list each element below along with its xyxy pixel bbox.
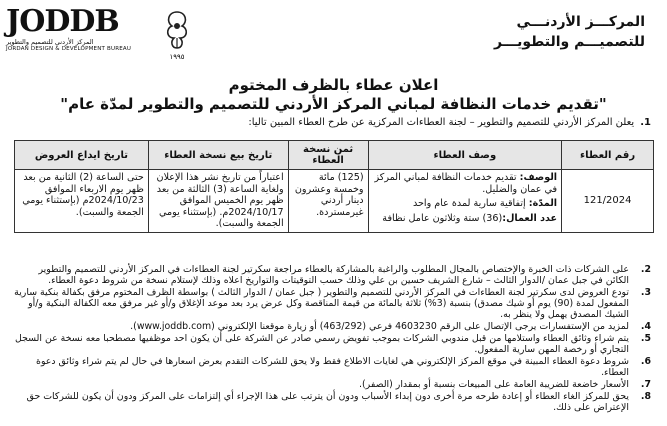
list-item xyxy=(13,333,653,355)
logo-brand: JODDB xyxy=(6,4,119,39)
table-header-row xyxy=(15,141,654,170)
clause-number: 5. xyxy=(640,333,651,344)
header-tender-number: رقم العطاء xyxy=(562,141,654,170)
clause-text: شروط دعوة العطاء المبينة في موقع المركز الإلكتروني هي لغايات الاطلاع فقط ولا يحق للشركات التقدم بعرض اسعارها في حال لم يتم شراء وثائق دعوة العطاء. xyxy=(36,356,629,378)
org-name xyxy=(445,12,645,52)
clause-text: يحق للمركز الغاء العطاء أو إعادة طرحه مرة أخرى دون إبداء الأسباب ودون أن يترتب على هذا الإجراء أي إلتزامات على المركز ودون أن يكون للشركات حق الإعتراض على ذلك. xyxy=(26,391,629,413)
clause-number: 4. xyxy=(640,321,651,332)
cell-copy-price: (125) مائة وخمسة وعشرون دينار أردني غيرمستردة. xyxy=(288,170,368,233)
header-sale-date: تاريخ بيع نسخة العطاء xyxy=(148,141,288,170)
clause-number: 7. xyxy=(640,379,651,390)
clause-number: 2. xyxy=(640,264,651,275)
cell-sale-date: اعتباراً من تاريخ نشر هذا الإعلان ولغاية الساعة (3) الثالثة من بعد ظهر يوم الخميس الموافق 2024/10/17م. (بإستثناء يومي الجمعة والسبت). xyxy=(148,170,288,233)
list-item xyxy=(13,356,653,378)
announcement-title xyxy=(0,76,667,114)
desc-label-workers: عدد العمال: xyxy=(502,212,558,224)
logo-arabic-name: المركز الأردني للتصميم والتطوير xyxy=(6,38,94,46)
cell-description xyxy=(368,170,562,233)
emblem-icon xyxy=(160,8,194,62)
intro-clause xyxy=(11,116,651,129)
header-deposit-date: تاريخ ايداع العروض xyxy=(15,141,149,170)
clause-text: يتم شراء وثائق العطاء واستلامها من قبل مندوبي الشركات بموجب تفويض رسمي صادر عن الشركة على أن يكون احد موظفيها مصطحبا معه نسخة عن السجل التجاري أو رخصة المهن سارية المفعول. xyxy=(15,333,629,355)
intro-number: 1. xyxy=(640,117,651,128)
tender-table xyxy=(14,140,654,233)
desc-label-duration: المدّة: xyxy=(528,198,558,210)
intro-text: يعلن المركز الأردني للتصميم والتطوير – لجنة العطاءات المركزية عن طرح العطاء المبين تاليا: xyxy=(248,117,635,128)
joddb-logo xyxy=(6,6,156,66)
org-name-line1: المركـــز الأردنـــي xyxy=(516,14,645,30)
clause-number: 8. xyxy=(640,391,651,402)
desc-label-description: الوصف: xyxy=(519,172,558,183)
title-line2: "تقديم خدمات النظافة لمباني المركز الأردني للتصميم والتطوير لمدّة عام" xyxy=(60,95,607,113)
clause-text: الأسعار خاضعة للضريبة العامة على المبيعات بنسبة أو بمقدار (الصفر). xyxy=(359,379,629,390)
cell-tender-number: 121/2024 xyxy=(562,170,654,233)
table-row xyxy=(15,170,654,233)
list-item xyxy=(13,264,653,286)
desc-duration: إتفاقية سارية لمدة عام واحد xyxy=(412,198,526,210)
list-item xyxy=(13,391,653,413)
list-item xyxy=(13,379,653,390)
clause-number: 6. xyxy=(640,356,651,367)
clause-text: على الشركات ذات الخبرة والإختصاص بالمجال المطلوب والراغبة بالمشاركة بالعطاء مراجعة سكرتير لجنة العطاءات في المركز الأردني للتصميم والتطوير الكائن في جبل عمان /الدوار الثالث – شارع الشريف حسين بن علي وذلك حسب التوقيتات والتواريخ اعلاه وذلك لإستلام نسخة من شروط دعوة العطاء. xyxy=(38,264,629,286)
clause-text: لمزيد من الإستفسارات يرجى الإتصال على الرقم 4603230 فرعي (463/292) أو زيارة موقعنا الإلكتروني (www.joddb.com). xyxy=(130,321,629,332)
header-tender-description: وصف العطاء xyxy=(368,141,562,170)
seal-year: ١٩٩٥ xyxy=(169,53,185,61)
desc-workers: (36) ستة وثلاثون عامل نظافة xyxy=(382,212,503,224)
clause-number: 3. xyxy=(640,287,651,298)
logo-english-name: JORDAN DESIGN & DEVELOPMENT BUREAU xyxy=(6,46,132,52)
desc-description: تقديم خدمات النظافة لمباني المركز في عمان والضليل. xyxy=(374,172,558,195)
clause-text: تودع العروض لدى سكرتير لجنة العطاءات في المركز الأردني للتصميم والتطوير ( جبل عمان / الدوار الثالث ) بواسطة الظرف المختوم مرفق بكفالة بنكية سارية المفعول لمدة (90) يوم أو شيك مصدق) بنسبة (3%) ثلاثة بالمائة من قيمة المناقصة وكل عرض يرد بعد موعد الإغلاق و/أو غير مرفق معه الكفالة البنكية و/أو الشيك المصدق يهمل ولا ينظر به. xyxy=(14,287,629,320)
cell-deposit-date: حتى الساعة (2) الثانية من بعد ظهر يوم الاربعاء الموافق 2024/10/23م (بإستثناء يومي الجمعة والسبت). xyxy=(15,170,149,233)
list-item xyxy=(13,287,653,320)
org-name-line2: للتصميـــم والتطويـــر xyxy=(494,34,645,50)
terms-list xyxy=(13,264,653,414)
header-copy-price: ثمن نسخة العطاء xyxy=(288,141,368,170)
list-item xyxy=(13,321,653,332)
title-line1: اعلان عطاء بالظرف المختوم xyxy=(228,76,439,94)
